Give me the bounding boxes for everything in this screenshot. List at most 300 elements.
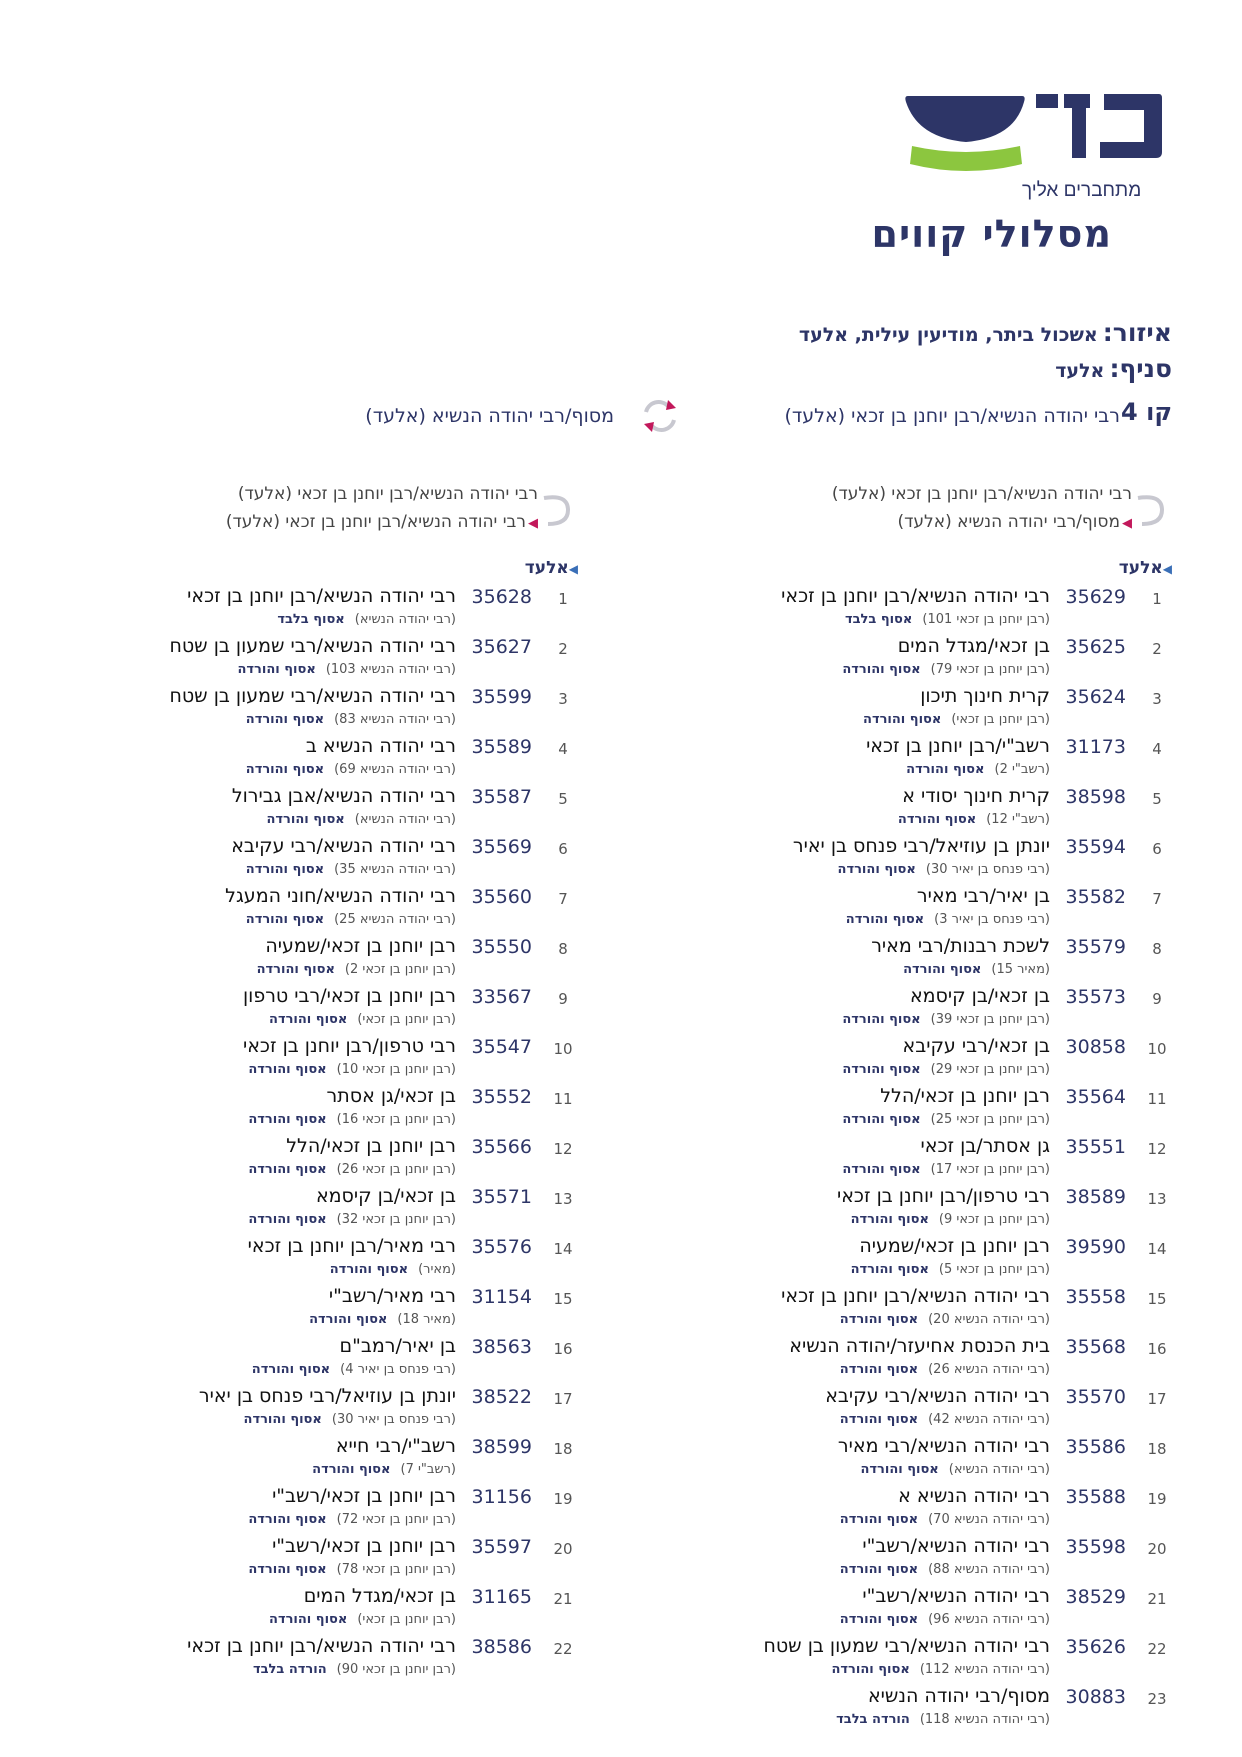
- stop-details: [253, 1662, 456, 1677]
- stop-address: (רבן יוחנן בן זכאי): [357, 1012, 456, 1027]
- stop-address: (רבן יוחנן בן זכאי 29): [930, 1062, 1050, 1077]
- stop-number: 2: [558, 640, 568, 658]
- stop-details: [237, 662, 456, 677]
- stop-code: 33567: [471, 986, 532, 1008]
- stop-action: אסוף והורדה: [245, 712, 325, 727]
- stop-item: [650, 634, 1172, 677]
- stop-name: בן זכאי/מגדל המים: [303, 1585, 456, 1607]
- city-marker-icon: ◀: [1162, 562, 1172, 576]
- stop-name: קרית חינוך יסודי א: [902, 785, 1050, 807]
- stop-code: 35547: [471, 1036, 532, 1058]
- stop-item: [650, 1684, 1172, 1727]
- stop-details: [906, 762, 1050, 777]
- stop-item: [56, 1534, 578, 1577]
- stop-address: (רבי יהודה הנשיא 25): [334, 912, 456, 927]
- stop-action: אסוף והורדה: [863, 712, 942, 727]
- stop-name: רבן יוחנן בן זכאי/רבי טרפון: [242, 985, 456, 1007]
- line-row: [72, 398, 1172, 438]
- stop-item: [650, 884, 1172, 927]
- area-label: איזור:: [1102, 318, 1172, 347]
- stop-name: בן יאיר/רמב"ם: [339, 1335, 456, 1357]
- stop-action: אסוף והורדה: [860, 1462, 939, 1477]
- stop-action: אסוף והורדה: [842, 1062, 921, 1077]
- stop-action: אסוף והורדה: [248, 1512, 327, 1527]
- stop-code: 38598: [1065, 786, 1126, 808]
- stop-action: אסוף והורדה: [850, 1262, 929, 1277]
- stop-item: [650, 1084, 1172, 1127]
- stop-address: (רבי יהודה הנשיא 69): [334, 762, 456, 777]
- stop-name: בן זכאי/בן קיסמא: [315, 1185, 456, 1207]
- stop-name: רבי יהודה הנשיא/רבן יוחנן בן זכאי: [187, 1635, 456, 1657]
- stop-number: 4: [1152, 740, 1162, 758]
- stop-code: 30858: [1065, 1036, 1126, 1058]
- stop-action: אסוף והורדה: [837, 862, 916, 877]
- route-header: [650, 484, 1172, 546]
- stop-number: 8: [1152, 940, 1162, 958]
- stop-name: גן אסתר/בן זכאי: [920, 1135, 1050, 1157]
- stop-number: 21: [1147, 1590, 1167, 1608]
- stop-details: [312, 1462, 456, 1477]
- stop-code: 39590: [1065, 1236, 1126, 1258]
- stop-number: 16: [1147, 1340, 1167, 1358]
- stop-action: אסוף בלבד: [277, 612, 345, 627]
- stop-item: [56, 984, 578, 1027]
- stop-name: רבן יוחנן בן זכאי/רשב"י: [272, 1535, 456, 1557]
- stop-code: 35598: [1065, 1536, 1126, 1558]
- stop-details: [860, 1462, 1050, 1477]
- stop-number: 11: [1147, 1090, 1167, 1108]
- return-arrow-icon: [1132, 488, 1172, 532]
- stop-item: [56, 1484, 578, 1527]
- stop-number: 10: [553, 1040, 573, 1058]
- stop-details: [842, 662, 1050, 677]
- stop-address: (רבן יוחנן בן זכאי 32): [336, 1212, 456, 1227]
- stop-address: (מאיר 18): [397, 1312, 456, 1327]
- stop-action: אסוף והורדה: [839, 1562, 919, 1577]
- stop-name: רבי יהודה הנשיא/רבי שמעון בן שטח: [763, 1635, 1050, 1657]
- stop-details: [269, 1012, 456, 1027]
- stop-details: [246, 912, 456, 927]
- stop-number: 12: [1147, 1140, 1167, 1158]
- stop-details: [842, 1112, 1050, 1127]
- stop-number: 2: [1152, 640, 1162, 658]
- stop-item: [650, 684, 1172, 727]
- stop-code: 35586: [1065, 1436, 1126, 1458]
- stop-details: [330, 1262, 456, 1277]
- stop-details: [246, 712, 456, 727]
- stop-item: [650, 1284, 1172, 1327]
- stop-action: אסוף והורדה: [248, 1062, 327, 1077]
- stop-item: [56, 1634, 578, 1677]
- stop-action: אסוף והורדה: [839, 1612, 919, 1627]
- stop-number: 5: [1152, 790, 1162, 808]
- stop-address: (רבי יהודה הנשיא 112): [919, 1662, 1050, 1677]
- stop-address: (רשב"י 12): [986, 812, 1050, 827]
- stop-number: 11: [553, 1090, 573, 1108]
- kavim-logo: [904, 92, 1164, 202]
- stop-details: [863, 712, 1050, 727]
- stop-action: אסוף והורדה: [256, 962, 335, 977]
- stop-number: 14: [1147, 1240, 1167, 1258]
- stop-number: 9: [558, 990, 568, 1008]
- stop-details: [838, 862, 1050, 877]
- stop-details: [244, 1412, 456, 1427]
- stop-item: [56, 1334, 578, 1377]
- stop-action: אסוף והורדה: [839, 1512, 919, 1527]
- stop-name: רבי יהודה הנשיא/רבן יוחנן בן זכאי: [187, 585, 456, 607]
- stop-code: 35594: [1065, 836, 1126, 858]
- stop-number: 13: [1147, 1190, 1167, 1208]
- stop-details: [831, 1662, 1050, 1677]
- route-from: רבי יהודה הנשיא/רבן יוחנן בן זכאי (אלעד): [237, 484, 538, 504]
- stop-action: אסוף והורדה: [248, 1112, 327, 1127]
- stop-code: 31173: [1065, 736, 1126, 758]
- stop-action: אסוף והורדה: [248, 1212, 327, 1227]
- stop-number: 22: [553, 1640, 573, 1658]
- stop-address: (רבן יוחנן בן זכאי 90): [336, 1662, 456, 1677]
- stop-address: (רשב"י 7): [400, 1462, 456, 1477]
- stop-number: 10: [1147, 1040, 1167, 1058]
- stop-item: [650, 1234, 1172, 1277]
- stop-item: [56, 784, 578, 827]
- stop-code: 35551: [1065, 1136, 1126, 1158]
- stop-name: יונתן בן עוזיאל/רבי פנחס בן יאיר: [792, 835, 1050, 857]
- stop-item: [650, 784, 1172, 827]
- stop-details: [840, 1362, 1050, 1377]
- stop-item: [650, 1384, 1172, 1427]
- stop-address: (רבי יהודה הנשיא 70): [928, 1512, 1050, 1527]
- stop-address: (רבי יהודה הנשיא 118): [919, 1712, 1050, 1727]
- stop-number: 13: [553, 1190, 573, 1208]
- stop-name: רבי יהודה הנשיא/רבי שמעון בן שטח: [169, 685, 456, 707]
- stop-address: (רבן יוחנן בן זכאי 72): [336, 1512, 456, 1527]
- stop-code: 35629: [1065, 586, 1126, 608]
- stop-details: [248, 1062, 456, 1077]
- stop-name: בן זכאי/מגדל המים: [897, 635, 1050, 657]
- stop-details: [903, 962, 1050, 977]
- stop-action: אסוף והורדה: [245, 912, 325, 927]
- stop-item: [56, 1584, 578, 1627]
- stop-address: (רבי פנחס בן יאיר 30): [331, 1412, 456, 1427]
- stop-details: [898, 812, 1050, 827]
- stop-item: [56, 1134, 578, 1177]
- stop-details: [266, 812, 456, 827]
- stop-item: [650, 984, 1172, 1027]
- stop-item: [56, 1084, 578, 1127]
- stop-number: 9: [1152, 990, 1162, 1008]
- branch-value: אלעד: [1055, 360, 1105, 382]
- stop-action: אסוף והורדה: [269, 1612, 348, 1627]
- stop-code: 35589: [471, 736, 532, 758]
- stop-number: 20: [1147, 1540, 1167, 1558]
- stop-address: (רבי יהודה הנשיא 26): [928, 1362, 1050, 1377]
- stop-name: רבי יהודה הנשיא/רבי מאיר: [837, 1435, 1050, 1457]
- stop-details: [309, 1312, 456, 1327]
- return-arrow-icon: [538, 488, 578, 532]
- stop-details: [269, 1612, 456, 1627]
- stop-number: 6: [1152, 840, 1162, 858]
- stop-code: 35624: [1065, 686, 1126, 708]
- stop-name: רבי מאיר/רבן יוחנן בן זכאי: [247, 1235, 456, 1257]
- stop-details: [248, 1212, 456, 1227]
- stop-action: אסוף בלבד: [844, 612, 913, 627]
- stop-details: [842, 1162, 1050, 1177]
- stop-number: 7: [558, 890, 568, 908]
- stop-code: 35550: [471, 936, 532, 958]
- stop-number: 7: [1152, 890, 1162, 908]
- stop-name: רבן יוחנן בן זכאי/הלל: [880, 1085, 1050, 1107]
- stop-action: אסוף והורדה: [839, 1312, 919, 1327]
- stop-name: רבי יהודה הנשיא/חוני המעגל: [225, 885, 456, 907]
- stop-number: 1: [1152, 590, 1162, 608]
- stop-item: [56, 1184, 578, 1227]
- stop-details: [257, 962, 456, 977]
- stop-number: 20: [553, 1540, 573, 1558]
- stop-name: לשכת רבנות/רבי מאיר: [871, 935, 1050, 957]
- stop-number: 3: [558, 690, 568, 708]
- stop-action: אסוף והורדה: [845, 912, 925, 927]
- stop-address: (רבן יוחנן בן זכאי 10): [336, 1062, 456, 1077]
- stop-number: 18: [553, 1440, 573, 1458]
- stop-number: 3: [1152, 690, 1162, 708]
- stop-name: רבי טרפון/רבן יוחנן בן זכאי: [836, 1185, 1050, 1207]
- stop-address: (רבן יוחנן בן זכאי 17): [930, 1162, 1050, 1177]
- stop-item: [650, 1584, 1172, 1627]
- stop-item: [56, 1434, 578, 1477]
- stop-action: אסוף והורדה: [251, 1362, 331, 1377]
- stop-number: 15: [1147, 1290, 1167, 1308]
- area-row: [799, 318, 1172, 347]
- stop-code: 35564: [1065, 1086, 1126, 1108]
- stop-name: בן זכאי/בן קיסמא: [909, 985, 1050, 1007]
- stop-code: 35597: [471, 1536, 532, 1558]
- stop-code: 35558: [1065, 1286, 1126, 1308]
- stop-item: [650, 1334, 1172, 1377]
- stop-code: 35582: [1065, 886, 1126, 908]
- stop-details: [248, 1162, 456, 1177]
- stop-details: [851, 1212, 1050, 1227]
- stop-name: יונתן בן עוזיאל/רבי פנחס בן יאיר: [198, 1385, 456, 1407]
- stop-action: אסוף והורדה: [245, 862, 325, 877]
- stop-address: (רבן יוחנן בן זכאי): [357, 1612, 456, 1627]
- stop-action: אסוף והורדה: [839, 1362, 919, 1377]
- stop-action: אסוף והורדה: [842, 1012, 921, 1027]
- stop-name: בן זכאי/רבי עקיבא: [902, 1035, 1050, 1057]
- stop-address: (רבי יהודה הנשיא 88): [928, 1562, 1050, 1577]
- stop-action: אסוף והורדה: [850, 1212, 929, 1227]
- route-to: רבי יהודה הנשיא/רבן יוחנן בן זכאי (אלעד): [225, 512, 526, 532]
- stop-action: אסוף והורדה: [903, 962, 982, 977]
- stop-item: [650, 1184, 1172, 1227]
- stop-item: [650, 1484, 1172, 1527]
- route-to-row: [897, 512, 1132, 532]
- stop-name: רבי טרפון/רבן יוחנן בן זכאי: [242, 1035, 456, 1057]
- stop-code: 38563: [471, 1336, 532, 1358]
- stop-list: [650, 584, 1172, 1727]
- direction-b: מסוף/רבי יהודה הנשיא (אלעד): [365, 405, 614, 427]
- route-from: רבי יהודה הנשיא/רבן יוחנן בן זכאי (אלעד): [831, 484, 1132, 504]
- stop-action: אסוף והורדה: [309, 1312, 388, 1327]
- route-header: [56, 484, 578, 546]
- stop-item: [56, 934, 578, 977]
- swap-direction-icon[interactable]: [638, 396, 682, 436]
- stop-number: 14: [553, 1240, 573, 1258]
- stop-code: 35571: [471, 1186, 532, 1208]
- stop-number: 21: [553, 1590, 573, 1608]
- stop-number: 23: [1147, 1690, 1167, 1708]
- stop-name: רבן יוחנן בן זכאי/רשב"י: [272, 1485, 456, 1507]
- stop-name: רבי יהודה הנשיא/רבי שמעון בן שטח: [169, 635, 456, 657]
- stop-details: [840, 1612, 1050, 1627]
- route-to-row: [226, 512, 538, 532]
- route-column-b: [56, 484, 578, 1684]
- stop-name: רבי יהודה הנשיא/רשב"י: [862, 1585, 1050, 1607]
- stop-details: [840, 1312, 1050, 1327]
- stop-action: אסוף והורדה: [839, 1412, 919, 1427]
- pink-arrow-icon: ◀: [1122, 516, 1132, 531]
- stop-code: 38589: [1065, 1186, 1126, 1208]
- stop-code: 35588: [1065, 1486, 1126, 1508]
- stop-name: רבי יהודה הנשיא/רשב"י: [862, 1535, 1050, 1557]
- stop-address: (רבי יהודה הנשיא 20): [928, 1312, 1050, 1327]
- stop-name: רבן יוחנן בן זכאי/שמעיה: [859, 1235, 1050, 1257]
- stop-details: [248, 1112, 456, 1127]
- pink-arrow-icon: ◀: [528, 516, 538, 531]
- stop-item: [650, 834, 1172, 877]
- stop-address: (רבי יהודה הנשיא 42): [928, 1412, 1050, 1427]
- stop-item: [650, 1434, 1172, 1477]
- stop-item: [56, 1234, 578, 1277]
- stop-address: (רבן יוחנן בן זכאי 78): [336, 1562, 456, 1577]
- stop-number: 1: [558, 590, 568, 608]
- stop-item: [650, 1534, 1172, 1577]
- stop-name: רבי יהודה הנשיא/רבי עקיבא: [825, 1385, 1050, 1407]
- branch-row: [1055, 354, 1172, 383]
- stop-item: [650, 934, 1172, 977]
- stop-name: רבי יהודה הנשיא/רבי עקיבא: [231, 835, 456, 857]
- stop-code: 35628: [471, 586, 532, 608]
- stop-action: הורדה בלבד: [836, 1712, 910, 1727]
- stop-details: [840, 1512, 1050, 1527]
- stop-code: 35569: [471, 836, 532, 858]
- area-value: אשכול ביתר, מודיעין עילית, אלעד: [798, 324, 1098, 346]
- stop-details: [842, 1012, 1050, 1027]
- stop-action: אסוף והורדה: [831, 1662, 910, 1677]
- stop-item: [56, 684, 578, 727]
- stop-address: (רבן יוחנן בן זכאי 39): [930, 1012, 1050, 1027]
- stop-address: (רבי פנחס בן יאיר 30): [925, 862, 1050, 877]
- stop-action: אסוף והורדה: [906, 762, 985, 777]
- stop-code: 35570: [1065, 1386, 1126, 1408]
- stop-item: [56, 1034, 578, 1077]
- stop-item: [650, 1634, 1172, 1677]
- stop-code: 35576: [471, 1236, 532, 1258]
- stop-item: [650, 1034, 1172, 1077]
- stop-action: אסוף והורדה: [248, 1162, 327, 1177]
- stop-details: [248, 1562, 456, 1577]
- stop-item: [56, 634, 578, 677]
- stop-name: רבי מאיר/רשב"י: [328, 1285, 456, 1307]
- brand-tagline: מתחברים אליך: [1022, 180, 1142, 201]
- stop-name: קרית חינוך תיכון: [920, 685, 1050, 707]
- stop-action: אסוף והורדה: [243, 1412, 322, 1427]
- stop-details: [836, 1712, 1050, 1727]
- stop-action: הורדה בלבד: [252, 1662, 327, 1677]
- stop-code: 35568: [1065, 1336, 1126, 1358]
- stop-code: 35560: [471, 886, 532, 908]
- stop-address: (רבן יוחנן בן זכאי 26): [336, 1162, 456, 1177]
- route-to: מסוף/רבי יהודה הנשיא (אלעד): [897, 512, 1120, 532]
- stop-details: [840, 1412, 1050, 1427]
- stop-code: 31156: [471, 1486, 532, 1508]
- stop-address: (רבי יהודה הנשיא): [948, 1462, 1050, 1477]
- stop-code: 35573: [1065, 986, 1126, 1008]
- stop-number: 22: [1147, 1640, 1167, 1658]
- stop-number: 6: [558, 840, 568, 858]
- stop-code: 35626: [1065, 1636, 1126, 1658]
- stop-name: מסוף/רבי יהודה הנשיא: [867, 1685, 1050, 1707]
- stop-name: רבי יהודה הנשיא ב: [305, 735, 456, 757]
- stop-details: [252, 1362, 456, 1377]
- stop-action: אסוף והורדה: [269, 1012, 348, 1027]
- stop-name: רבי יהודה הנשיא/אבן גבירול: [231, 785, 456, 807]
- stop-details: [246, 862, 456, 877]
- stop-address: (מאיר): [418, 1262, 456, 1277]
- stop-address: (רבי פנחס בן יאיר 4): [340, 1362, 456, 1377]
- stop-code: 31165: [471, 1586, 532, 1608]
- branch-label: סניף:: [1109, 354, 1172, 383]
- stop-name: רבי יהודה הנשיא א: [898, 1485, 1050, 1507]
- stop-code: 38599: [471, 1436, 532, 1458]
- stop-address: (רבי יהודה הנשיא 96): [928, 1612, 1050, 1627]
- stop-code: 35579: [1065, 936, 1126, 958]
- stop-address: (רשב"י 2): [994, 762, 1050, 777]
- stop-name: רבן יוחנן בן זכאי/שמעיה: [265, 935, 456, 957]
- stop-name: רבי יהודה הנשיא/רבן יוחנן בן זכאי: [781, 585, 1050, 607]
- stop-item: [650, 734, 1172, 777]
- stop-number: 19: [553, 1490, 573, 1508]
- stop-details: [248, 1512, 456, 1527]
- stop-item: [56, 884, 578, 927]
- stop-number: 18: [1147, 1440, 1167, 1458]
- stop-details: [840, 1562, 1050, 1577]
- stop-number: 4: [558, 740, 568, 758]
- stop-number: 8: [558, 940, 568, 958]
- stop-name: בית הכנסת אחיעזר/יהודה הנשיא: [789, 1335, 1050, 1357]
- city-heading: ◀אלעד: [1118, 558, 1172, 578]
- stop-address: (רבן יוחנן בן זכאי 25): [930, 1112, 1050, 1127]
- stop-code: 38529: [1065, 1586, 1126, 1608]
- stop-address: (רבן יוחנן בן זכאי 9): [938, 1212, 1050, 1227]
- stop-item: [56, 1284, 578, 1327]
- stop-details: [246, 762, 456, 777]
- stop-list: [56, 584, 578, 1677]
- stop-code: 35587: [471, 786, 532, 808]
- stop-number: 17: [1147, 1390, 1167, 1408]
- stop-address: (רבן יוחנן בן זכאי 16): [336, 1112, 456, 1127]
- stop-address: (רבי יהודה הנשיא): [354, 812, 456, 827]
- stop-action: אסוף והורדה: [842, 662, 921, 677]
- stop-code: 38522: [471, 1386, 532, 1408]
- stop-address: (רבי יהודה הנשיא): [354, 612, 456, 627]
- stop-name: רבן יוחנן בן זכאי/הלל: [286, 1135, 456, 1157]
- stop-action: אסוף והורדה: [897, 812, 977, 827]
- stop-name: בן יאיר/רבי מאיר: [916, 885, 1050, 907]
- stop-action: אסוף והורדה: [329, 1262, 409, 1277]
- stop-address: (רבן יוחנן בן זכאי 79): [930, 662, 1050, 677]
- stop-number: 15: [553, 1290, 573, 1308]
- stop-code: 35627: [471, 636, 532, 658]
